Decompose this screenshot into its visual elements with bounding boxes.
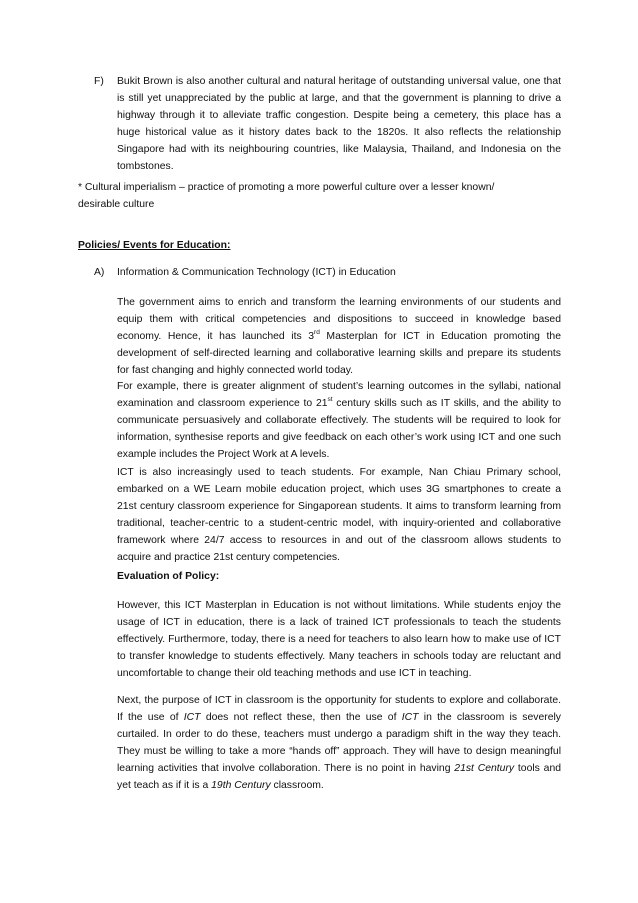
paragraph-3: ICT is also increasingly used to teach students. For example, Nan Chiau Primary school, embarked on a WE Learn mobile education project, which uses 3G smartphones to create a 21st century classroom experience for Singaporean students. It aims to transform learning from traditional, teacher-centric to a student-centric model, with inquiry-oriented and collaborative framework where 24/7 access to resources in and out of the classroom allows students to acquire and practice 21st century competencies. xyxy=(117,467,561,563)
list-marker-a: A) xyxy=(94,267,105,278)
list-marker-f: F) xyxy=(94,76,104,87)
footnote-line-2: desirable culture xyxy=(78,199,155,210)
paragraph-2-text-b: century skills such as IT skills, and the ability to communicate persuasively and collaborate effectively. The students will be required to look for information, synthesise reports and give feedback on each other’s work using ICT and one such example includes the Project Work at A levels. xyxy=(117,398,561,460)
paragraph-5-italic-4: 19th Century xyxy=(211,780,271,791)
paragraph-5-text-1: Next, the purpose of ICT in classroom is the opportunity for students to explore and collaborate. If the use of xyxy=(117,695,561,723)
paragraph-2 xyxy=(117,378,561,463)
item-f-paragraph: Bukit Brown is also another cultural and natural heritage of outstanding universal value, one that is still yet unappreciated by the public at large, and that the government is planning to drive a highway through it to alleviate traffic congestion. Despite being a cemetery, this place has a huge historical value as it history dates back to the 1820s. It also reflects the relationship Singapore had with its neighbouring countries, like Malaysia, Thailand, and Indonesia on the tombstones. xyxy=(117,76,561,172)
footnote-line-1: * Cultural imperialism – practice of promoting a more powerful culture over a lesser known/ xyxy=(78,182,495,193)
paragraph-1-text-b: Masterplan for ICT in Education promoting the development of self-directed learning and collaborative learning skills and prepare its students for fast changing and highly connected world today. xyxy=(117,331,561,376)
item-a-title: Information & Communication Technology (ICT) in Education xyxy=(117,267,396,278)
paragraph-1-text-a: The government aims to enrich and transform the learning environments of our students and equip them with critical competencies and dispositions to succeed in knowledge based economy. Hence, it has launched its 3 xyxy=(117,297,561,342)
paragraph-2-superscript: st xyxy=(327,396,333,403)
paragraph-1 xyxy=(117,294,561,379)
paragraph-5-italic-2: ICT xyxy=(401,712,419,723)
paragraph-5 xyxy=(117,692,561,794)
paragraph-4: However, this ICT Masterplan in Education is not without limitations. While students enjoy the usage of ICT in education, there is a lack of trained ICT professionals to teach the students effectively. Furthermore, today, there is a need for teachers to also learn how to make use of ICT to transfer knowledge to students effectively. Many teachers in schools today are reluctant and uncomfortable to change their old teaching methods and use ICT in teaching. xyxy=(117,600,561,679)
evaluation-heading: Evaluation of Policy: xyxy=(117,571,220,582)
section-heading: Policies/ Events for Education: xyxy=(78,240,231,251)
paragraph-5-text-2: does not reflect these, then the use of xyxy=(200,712,402,723)
paragraph-5-text-3: in the classroom is severely curtailed. In order to do these, teachers must undergo a paradigm shift in the way they teach. They must be willing to take a more “hands off” approach. They will have to design meaningful learning activities that involve collaboration. There is no point in having xyxy=(117,712,561,774)
paragraph-5-italic-3: 21st Century xyxy=(454,763,515,774)
paragraph-1-superscript: rd xyxy=(314,329,320,336)
paragraph-5-italic-1: ICT xyxy=(183,712,201,723)
paragraph-5-text-4: tools and yet teach as if it is a xyxy=(117,763,561,791)
paragraph-5-text-5: classroom. xyxy=(270,780,324,791)
paragraph-2-text-a: For example, there is greater alignment of student’s learning outcomes in the syllabi, national examination and classroom experience to 21 xyxy=(117,381,561,409)
